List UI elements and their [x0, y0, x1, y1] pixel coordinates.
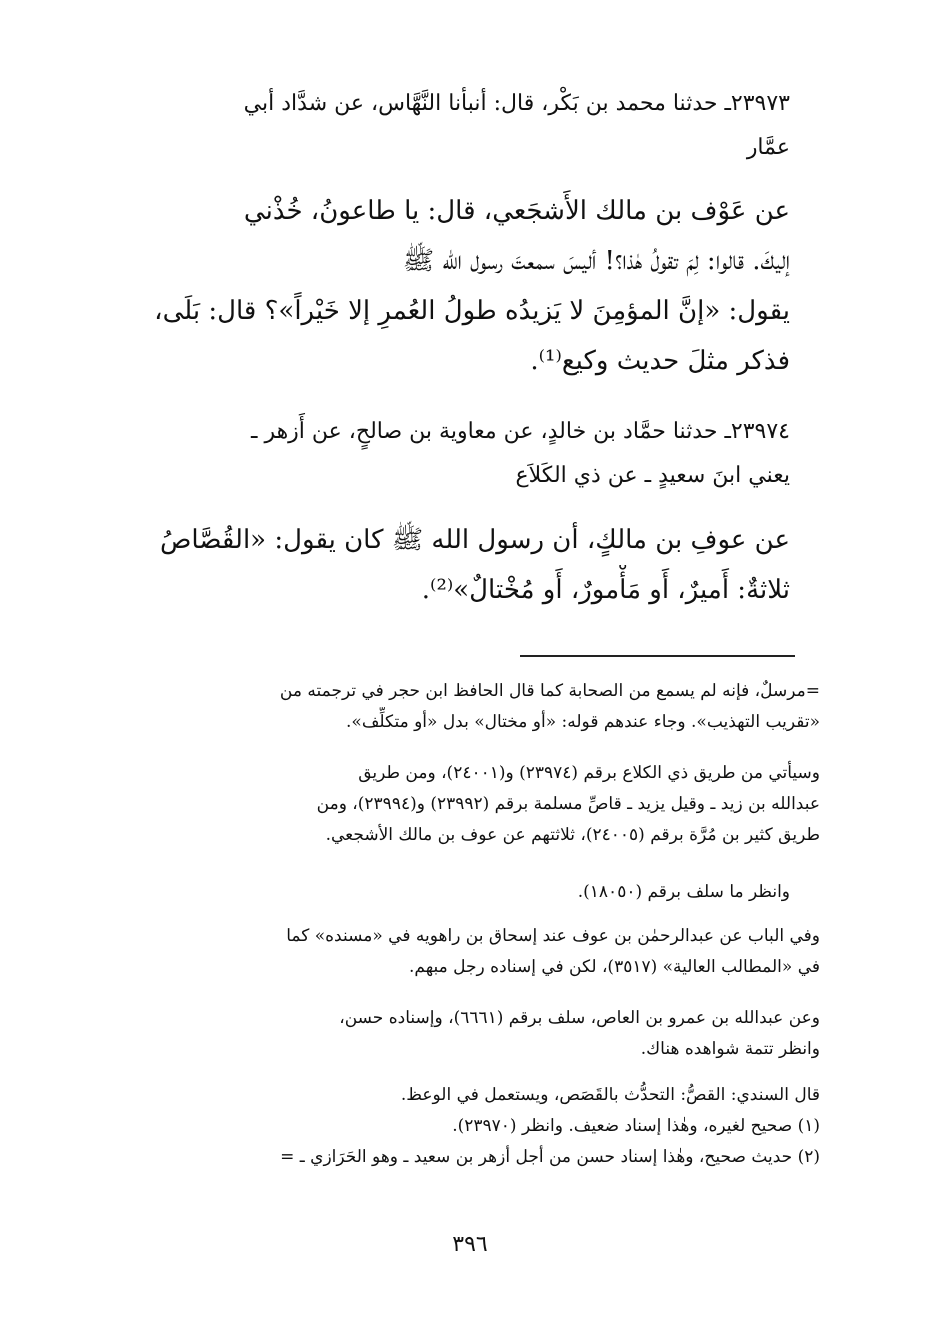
hadith-23973-matn — [100, 186, 790, 386]
hadith-23974-isnad — [90, 410, 790, 498]
hadith-23973-isnad — [110, 82, 790, 170]
text-line: في «المطالب العالية» (٣٥١٧)، لكن في إسناده رجل مبهم. — [408, 957, 820, 977]
text-line: وانظر ما سلف برقم (١٨٠٥٠). — [577, 882, 790, 902]
text-line: «تقريب التهذيب». وجاء عندهم قوله: «أو مختال» بدل «أو متكلِّف». — [346, 712, 820, 732]
text-line: يقول: «إنَّ المؤمِنَ لا يَزيدُه طولُ العُمرِ إلا خَيْراً»؟ قال: بَلَى، — [154, 296, 790, 326]
footnote-para-6 — [120, 1080, 820, 1173]
hadith-23974-matn — [100, 515, 790, 615]
text-line: عبدالله بن زيد ـ وقيل يزيد ـ قاصِّ مسلمة برقم (٢٣٩٩٢) و(٢٣٩٩٤)، ومن — [316, 794, 820, 814]
text-line: إليكَ. قالوا: لِمَ تقولُ هٰذا؟! أليسَ سمعتَ رسول الله ﷺ — [402, 246, 790, 276]
text-line: ثلاثةٌ: أَميرٌ، أَو مَأْمورٌ، أَو مُخْتالٌ»⁽²⁾. — [421, 575, 790, 605]
footnote-divider — [520, 655, 795, 657]
text-line: وسيأتي من طريق ذي الكلاع برقم (٢٣٩٧٤) و(٢٤٠٠١)، ومن طريق — [358, 763, 820, 783]
text-line: (١) صحيح لغيره، وهٰذا إسناد ضعيف. وانظر (٢٣٩٧٠). — [452, 1116, 820, 1136]
text-line: (٢) حديث صحيح، وهٰذا إسناد حسن من أجل أزهر بن سعيد ـ وهو الحَرَازي ـ = — [280, 1147, 820, 1167]
text-line: وفي الباب عن عبدالرحمٰن بن عوف عند إسحاق بن راهويه في «مسنده» كما — [286, 926, 820, 946]
text-line: عمَّار — [746, 135, 790, 160]
text-line: =مرسلٌ، فإنه لم يسمع من الصحابة كما قال الحافظ ابن حجر في ترجمته من — [279, 681, 820, 701]
text-line: فذكر مثلَ حديث وكيع⁽¹⁾. — [530, 346, 790, 376]
footnote-para-1 — [120, 676, 820, 738]
text-line: وعن عبدالله بن عمرو بن العاص، سلف برقم (٦٦٦١)، وإسناده حسن، — [339, 1008, 820, 1028]
text-line: يعني ابنَ سعيدٍ ـ عن ذي الكَلاَع — [515, 463, 790, 488]
text-line: قال السندي: القصُّ: التحدُّث بالقَصَص، ويستعمل في الوعظ. — [400, 1085, 820, 1105]
text-line: ٢٣٩٧٣ـ حدثنا محمد بن بَكْر، قال: أنبأنا النَّهَّاس، عن شدَّاد أبي — [243, 91, 790, 116]
footnote-para-5 — [120, 1003, 820, 1065]
text-line: عن عوفِ بن مالكٍ، أن رسول الله ﷺ كان يقول: «القُصَّاصُ — [159, 525, 790, 555]
text-line: عن عَوْف بن مالك الأَشجَعي، قال: يا طاعونُ، خُذْني — [243, 196, 790, 226]
footnote-para-4 — [120, 921, 820, 983]
text-line: طريق كثير بن مُرَّة برقم (٢٤٠٠٥)، ثلاثتهم عن عوف بن مالك الأشجعي. — [325, 825, 820, 845]
page-number: ٣٩٦ — [452, 1232, 488, 1257]
text-line: ٢٣٩٧٤ـ حدثنا حمَّاد بن خالدٍ، عن معاوية بن صالحٍ، عن أَزهر ـ — [251, 419, 790, 444]
footnote-para-3 — [120, 877, 790, 908]
footnote-para-2 — [120, 758, 820, 851]
text-line: وانظر تتمة شواهده هناك. — [640, 1039, 820, 1059]
